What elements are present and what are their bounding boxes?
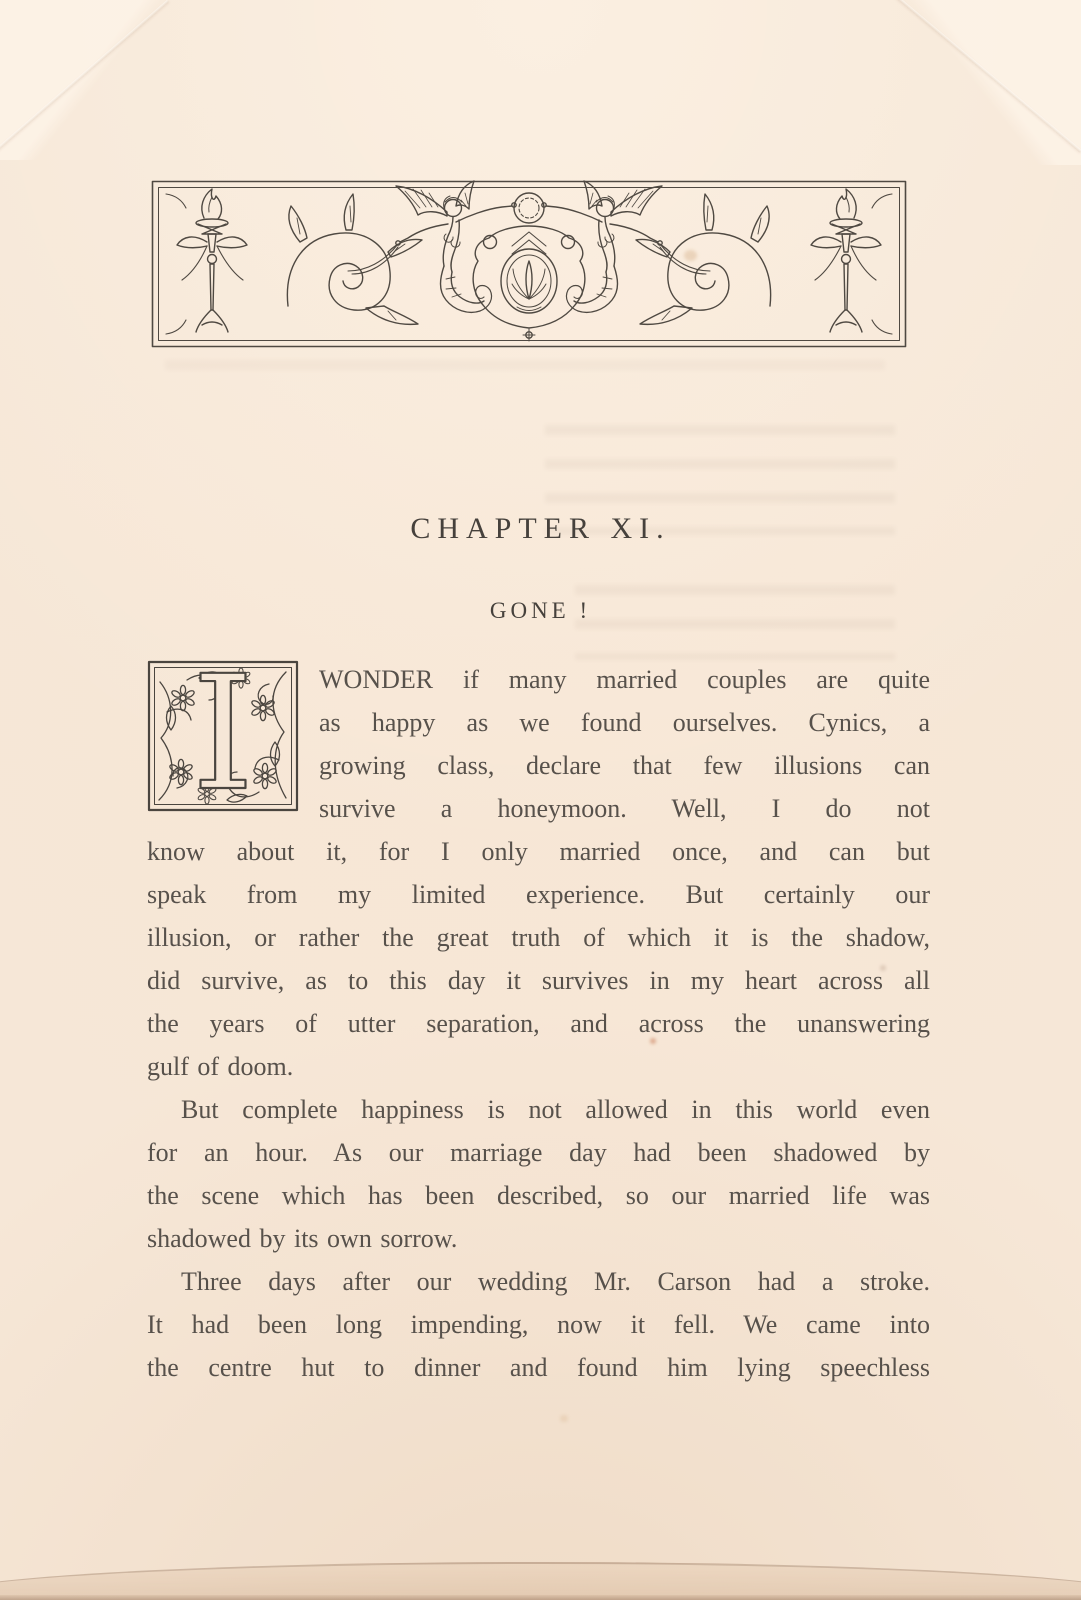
text-line: as happy as we found ourselves. Cynics, a xyxy=(319,708,930,737)
text-line: know about it, for I only married once, and can but xyxy=(147,837,930,866)
page-corner-crease-highlight-tr xyxy=(881,0,1081,165)
text-line: shadowed by its own sorrow. xyxy=(147,1224,458,1253)
band-inner-frame xyxy=(159,188,900,341)
wreath-icon xyxy=(514,193,544,223)
page-bottom-edge-shadow xyxy=(0,1595,1081,1600)
page-corner-crease-highlight-tl xyxy=(0,0,185,160)
ribbon-bow-icon xyxy=(177,237,247,280)
chapter-subheading: GONE ! xyxy=(489,598,592,623)
text-line: survive a honeymoon. Well, I do not xyxy=(319,794,930,823)
foxing-spot xyxy=(560,1415,568,1422)
text-line: the years of utter separation, and across the unanswering xyxy=(147,1009,930,1038)
band-outer-frame xyxy=(153,182,906,347)
text-line: But complete happiness is not allowed in this world even xyxy=(181,1095,930,1124)
text-line: the centre hut to dinner and found him lying speechless xyxy=(147,1353,930,1382)
chapter-heading: CHAPTER XI. xyxy=(410,512,671,545)
text-line: Three days after our wedding Mr. Carson had a stroke. xyxy=(181,1267,930,1296)
text-line: did survive, as to this day it survives in my heart across all xyxy=(147,966,930,995)
text-line: It had been long impending, now it fell. We came into xyxy=(147,1310,930,1339)
text-line: growing class, declare that few illusions can xyxy=(319,751,930,780)
band-left-half xyxy=(166,181,516,334)
text-line: gulf of doom. xyxy=(147,1052,294,1081)
floriated-initial-icon xyxy=(147,660,299,812)
page-curl-edge xyxy=(0,1562,1081,1600)
fold-crease-top-right xyxy=(896,0,1081,153)
text-line: speak from my limited experience. But certainly our xyxy=(147,880,930,909)
text-line: for an hour. As our marriage day had been shadowed by xyxy=(147,1138,930,1167)
acanthus-scroll-icon xyxy=(287,194,422,324)
header-ornament-band xyxy=(150,178,908,350)
body-text xyxy=(147,658,930,1389)
torch-icon xyxy=(196,189,228,332)
dropcap-letter: I xyxy=(191,660,255,812)
fold-crease-top-left xyxy=(0,0,169,154)
dropcap-initial xyxy=(147,660,299,812)
show-through-ghost xyxy=(165,360,885,382)
cartouche-shield-icon xyxy=(473,226,585,341)
text-line: WONDER if many married couples are quite xyxy=(319,665,930,694)
text-line: the scene which has been described, so our married life was xyxy=(147,1181,930,1210)
text-line: illusion, or rather the great truth of which it is the shadow, xyxy=(147,923,930,952)
garland-icon xyxy=(348,244,398,274)
